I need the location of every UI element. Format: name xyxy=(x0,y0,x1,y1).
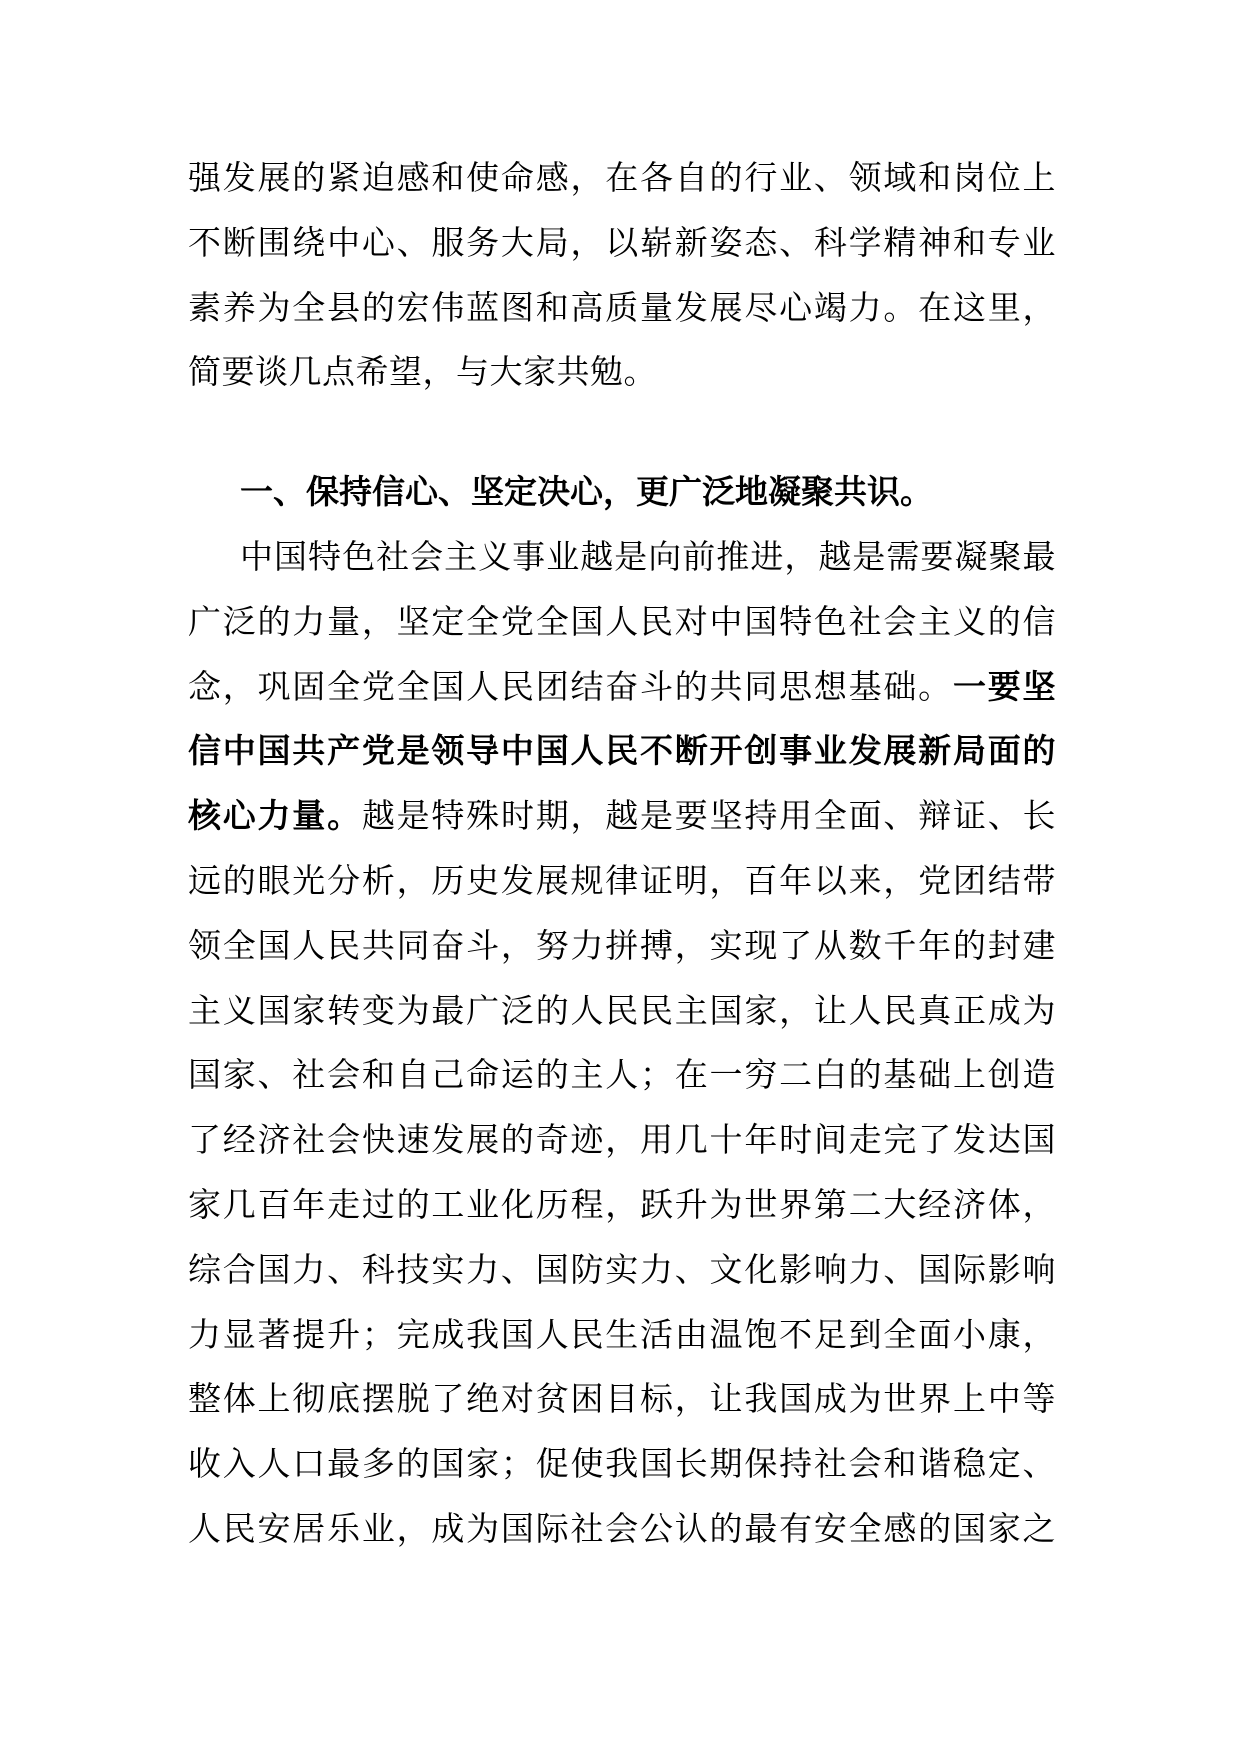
intro-paragraph xyxy=(188,146,1056,405)
paragraph-line-16: 人民安居乐业，成为国际社会公认的最有安全感的国家之 xyxy=(188,1508,1056,1548)
intro-line-2: 不断围绕中心、服务大局，以崭新姿态、科学精神和专业 xyxy=(188,222,1056,262)
paragraph-line-5 xyxy=(188,784,1056,849)
paragraph-line-1: 中国特色社会主义事业越是向前推进，越是需要凝聚最 xyxy=(240,537,1056,576)
intro-line-4: 简要谈几点希望，与大家共勉。 xyxy=(188,352,657,392)
paragraph-line-5-normal: 越是特殊时期，越是要坚持用全面、辩证、长 xyxy=(361,796,1057,836)
paragraph-line-10: 了经济社会快速发展的奇迹，用几十年时间走完了发达国 xyxy=(188,1120,1056,1160)
paragraph-line-2: 广泛的力量，坚定全党全国人民对中国特色社会主义的信 xyxy=(188,601,1056,641)
intro-line-3: 素养为全县的宏伟蓝图和高质量发展尽心竭力。在这里， xyxy=(188,287,1056,327)
paragraph-line-6: 远的眼光分析，历史发展规律证明，百年以来，党团结带 xyxy=(188,860,1056,900)
paragraph-line-3-normal: 念，巩固全党全国人民团结奋斗的共同思想基础。 xyxy=(188,666,953,706)
paragraph-line-15: 收入人口最多的国家；促使我国长期保持社会和谐稳定、 xyxy=(188,1444,1056,1484)
section-heading: 一、保持信心、坚定决心，更广泛地凝聚共识。 xyxy=(240,472,933,511)
paragraph-line-7: 领全国人民共同奋斗，努力拼搏，实现了从数千年的封建 xyxy=(188,925,1056,965)
paragraph-line-12: 综合国力、科技实力、国防实力、文化影响力、国际影响 xyxy=(188,1249,1056,1289)
paragraph-line-8: 主义国家转变为最广泛的人民民主国家，让人民真正成为 xyxy=(188,990,1056,1030)
paragraph-line-3 xyxy=(188,655,1056,720)
section-paragraph xyxy=(188,525,1056,1562)
paragraph-line-5-bold: 核心力量。 xyxy=(188,796,362,836)
paragraph-line-14: 整体上彻底摆脱了绝对贫困目标，让我国成为世界上中等 xyxy=(188,1379,1056,1419)
paragraph-line-13: 力显著提升；完成我国人民生活由温饱不足到全面小康， xyxy=(188,1314,1056,1354)
paragraph-line-3-bold: 一要坚 xyxy=(952,666,1057,706)
paragraph-line-11: 家几百年走过的工业化历程，跃升为世界第二大经济体， xyxy=(188,1184,1056,1224)
paragraph-line-9: 国家、社会和自己命运的主人；在一穷二白的基础上创造 xyxy=(188,1055,1056,1095)
paragraph-line-4: 信中国共产党是领导中国人民不断开创事业发展新局面的 xyxy=(188,731,1056,771)
intro-line-1: 强发展的紧迫感和使命感，在各自的行业、领域和岗位上 xyxy=(188,158,1056,197)
